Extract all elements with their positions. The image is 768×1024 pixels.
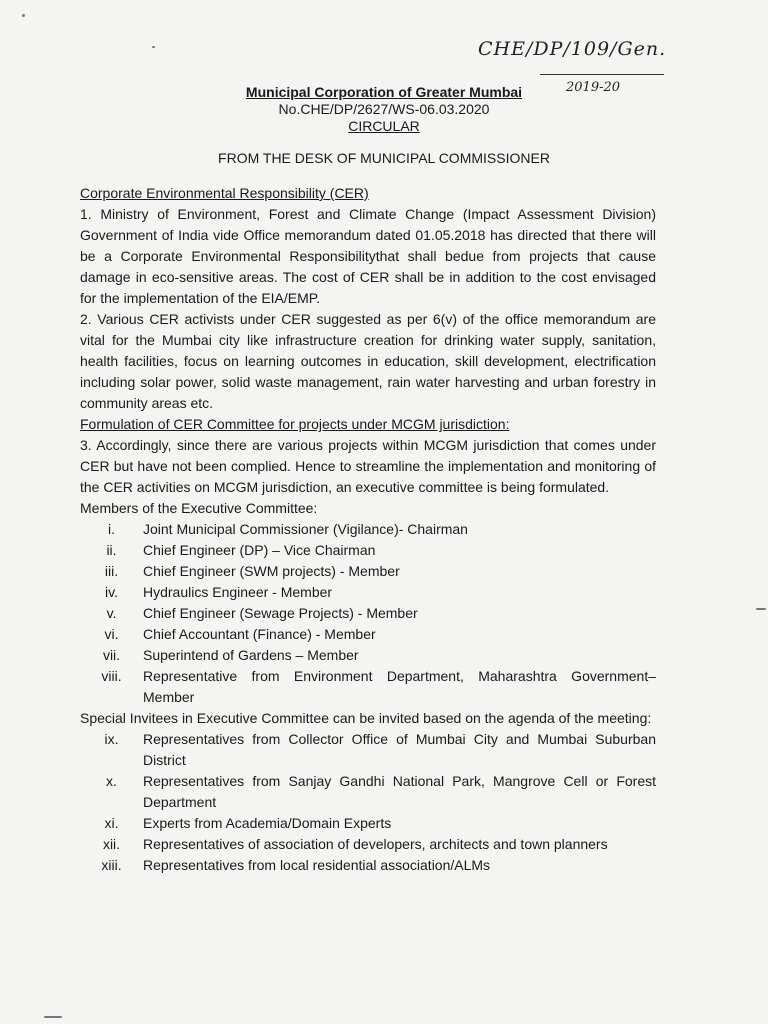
list-item: iii. Chief Engineer (SWM projects) - Member: [104, 563, 400, 579]
list-item: vi. Chief Accountant (Finance) - Member: [104, 626, 376, 642]
list-item: iv. Hydraulics Engineer - Member: [105, 584, 333, 600]
document-type: CIRCULAR: [348, 118, 420, 134]
invitees-list: [80, 729, 656, 876]
list-item: vii. Superintend of Gardens – Member: [102, 647, 359, 663]
list-item: ii. Chief Engineer (DP) – Vice Chairman: [106, 542, 376, 558]
paragraph-3: 3. Accordingly, since there are various projects within MCGM jurisdiction that comes under CER but have not been complied. Hence to streamline the implementation and monitoring of the CER activities on MCGM jurisdiction, an executive committee is being formulated.: [80, 437, 656, 495]
list-item: i. Joint Municipal Commissioner (Vigilance)- Chairman: [108, 521, 468, 537]
paragraph-2: 2. Various CER activists under CER suggested as per 6(v) of the office memorandum are vital for the Mumbai city like infrastructure creation for drinking water supply, sanitation, health facilities, focus on learning outcomes in education, skill development, electrification including solar power, solid waste management, rain water harvesting and urban forestry in community areas etc.: [80, 311, 656, 411]
circular-number: No.CHE/DP/2627/WS-06.03.2020: [278, 101, 490, 117]
handwritten-underline: [540, 74, 664, 75]
section-heading-cer: Corporate Environmental Responsibility (CER): [80, 185, 369, 201]
desk-line: FROM THE DESK OF MUNICIPAL COMMISSIONER: [218, 150, 550, 166]
list-item: v. Chief Engineer (Sewage Projects) - Member: [106, 605, 418, 621]
list-item: x. Representatives from Sanjay Gandhi National Park, Mangrove Cell or Forest Department: [106, 773, 656, 810]
members-list: [80, 519, 656, 708]
document-body: [80, 183, 656, 876]
list-item: xiii. Representatives from local residential association/ALMs: [101, 857, 491, 873]
list-item: xi. Experts from Academia/Domain Experts: [104, 815, 392, 831]
invitees-intro: Special Invitees in Executive Committee can be invited based on the agenda of the meeting:: [80, 710, 652, 726]
list-item: xii. Representatives of association of developers, architects and town planners: [102, 836, 608, 852]
list-item: ix. Representatives from Collector Office of Mumbai City and Mumbai Suburban District: [104, 731, 656, 768]
document-header: [0, 84, 768, 135]
list-item: viii. Representative from Environment Department, Maharashtra Government– Member: [101, 668, 656, 705]
handwritten-reference: CHE/DP/109/Gen.: [478, 38, 667, 60]
handwritten-year: 2019-20: [566, 80, 621, 95]
paragraph-1: 1. Ministry of Environment, Forest and Climate Change (Impact Assessment Division) Government of India vide Office memorandum dated 01.05.2018 has directed that there will be a Corporate Environmental Responsibilitythat shall bedue from projects that cause damage in eco-sensitive areas. The cost of CER shall be in addition to the cost envisaged for the implementation of the EIA/EMP.: [80, 206, 656, 306]
members-heading: Members of the Executive Committee:: [80, 500, 318, 516]
organization-name: Municipal Corporation of Greater Mumbai: [245, 84, 523, 100]
section-heading-committee: Formulation of CER Committee for projects under MCGM jurisdiction:: [80, 416, 510, 432]
